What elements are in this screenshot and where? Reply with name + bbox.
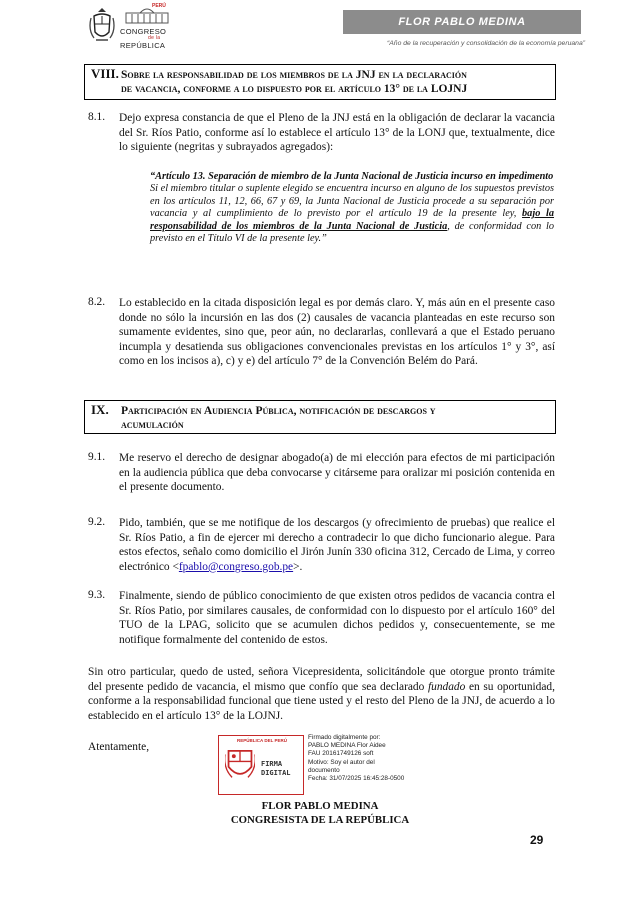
closing-emphasis: fundado [427, 680, 466, 693]
paragraph-8-1-number: 8.1. [88, 111, 106, 123]
coat-of-arms-icon [88, 6, 116, 46]
email-link[interactable]: fpablo@congreso.gob.pe [178, 560, 294, 573]
year-motto: “Año de la recuperación y consolidación de la economía peruana” [387, 40, 585, 47]
closing-paragraph [88, 665, 555, 723]
paragraph-9-2-text-a: Pido, también, que se me notifique de los descargos (y ofrecimiento de pruebas) que realice el Sr. Ríos Patio, a fin de ejercer mi derecho a contradecir lo que dicho funcionario alegue. Para estos efectos, señalo como domicilio el Jirón Junín 330 oficina 312, Cercado de Lima, y correo electrónico < [119, 517, 555, 573]
signature-info-6: Fecha: 31/07/2025 16:45:28-0500 [308, 775, 405, 783]
digital-signature-stamp [218, 735, 304, 795]
section-9-title-line-1: Participación en Audiencia Pública, notificación de descargos y [121, 405, 436, 417]
stamp-label-firma: FIRMA [261, 760, 283, 768]
section-8-title-line-1: Sobre la responsabilidad de los miembros de la JNJ en la declaración [121, 69, 467, 81]
quote-body-underlined: bajo la responsabilidad de los miembros de la Junta Nacional de Justicia [150, 208, 555, 232]
page-number: 29 [530, 833, 544, 847]
signature-info-3: FAU 20161749126 soft [308, 750, 374, 758]
section-9-heading [84, 400, 556, 434]
section-9-title-line-2: acumulación [121, 419, 184, 431]
signature-info-4: Motivo: Soy el autor del [308, 758, 375, 766]
paragraph-8-1: Dejo expresa constancia de que el Pleno de la JNJ está en la obligación de declarar la vacancia del Sr. Ríos Patio, conforme así lo establece el artículo 13° de la LONJ que, textualmente, dice lo siguiente (negritas y subrayados agregados): [119, 112, 555, 154]
quote-body-a: Si el miembro titular o suplente elegido se encuentra incurso en alguno de los supuestos previstos en los artículos 11, 12, 66, 67 y 69, la Junta Nacional de Justicia procede a su separación por vacancia y al cumplimiento de lo previsto por el artículo 19 de la presente ley, [150, 183, 554, 220]
signature-info-5: documento [308, 766, 340, 774]
signature-info-2: PABLO MEDINA Flor Aidee [308, 742, 386, 750]
paragraph-9-2 [119, 516, 555, 574]
signer-role: CONGRESISTA DE LA REPÚBLICA [230, 813, 410, 826]
section-9-number: IX. [91, 402, 109, 417]
logo-peru-tag: PERÚ [152, 3, 166, 9]
congress-logo-text [120, 27, 166, 50]
paragraph-9-1-number: 9.1. [88, 451, 106, 463]
closing-text-a: Sin otro particular, quedo de usted, señora Vicepresidenta, solicitándole que otorgue pronto trámite del presente pedido de vacancia, el mismo que confío que sea declarado [88, 666, 555, 693]
section-8-heading [84, 64, 556, 100]
stamp-label-digital: DIGITAL [261, 769, 291, 777]
quote-body-b: , de conformidad con lo previsto en el Título VI de la presente ley.” [150, 220, 555, 245]
logo-line-2: REPÚBLICA [120, 41, 166, 50]
paragraph-9-3-number: 9.3. [88, 589, 106, 601]
peru-shield-icon [225, 746, 255, 784]
signature-details [308, 734, 404, 783]
law-quote [150, 171, 554, 245]
stamp-top-text: REPÚBLICA DEL PERÚ [236, 738, 287, 743]
regards: Atentamente, [88, 741, 150, 753]
section-8-title-line-2: de vacancia, conforme a lo dispuesto por el artículo 13° de la LOJNJ [121, 83, 468, 95]
paragraph-9-2-number: 9.2. [88, 516, 106, 528]
paragraph-8-2-number: 8.2. [88, 296, 106, 308]
paragraph-9-3: Finalmente, siendo de público conocimiento de que existen otros pedidos de vacancia contra el Sr. Ríos Patio, por similares causales, de conformidad con lo dispuesto por el artículo 160° del TUO de la LPAG, solicito que se acumulen dichos pedidos y, consecuentemente, se me notifique formalmente del contenido de estos. [119, 590, 555, 646]
signer-name: FLOR PABLO MEDINA [261, 800, 379, 812]
logo-de: de la [148, 35, 161, 41]
section-8-number: VIII. [91, 66, 119, 81]
stamp-label [261, 760, 291, 778]
paragraph-9-1: Me reservo el derecho de designar abogado(a) de mi elección para efectos de mi participación en la audiencia pública que deba convocarse y citárseme para oralizar mi posición contenida en el presente documento. [119, 452, 555, 494]
quote-title: “Artículo 13. Separación de miembro de la Junta Nacional de Justicia incurso en impedimento [150, 171, 554, 182]
author-name-bar: FLOR PABLO MEDINA [343, 10, 581, 34]
closing-text-b: en su oportunidad, conforme a la responsabilidad funcional que tiene usted y el resto del Pleno de la JNJ, de acuerdo a lo establecido en el artículo 13° de la LOJNJ. [88, 680, 555, 722]
logo-line-1: CONGRESO [120, 27, 167, 36]
paragraph-8-2: Lo establecido en la citada disposición legal es por demás claro. Y, más aún en el presente caso donde no sólo la incursión en las dos (2) causales de vacancia planteadas en este recurso son sumamente evidentes, sino que, peor aún, no declararlas, conllevará a que el Estado peruano incumpla y desatienda sus obligaciones convencionales previstas en los artículos 1° y 3°, así como en los incisos a), c) y e) del artículo 7° de la Convención Belém do Pará. [119, 297, 555, 368]
signer-block [200, 800, 440, 827]
paragraph-9-2-text-b: >. [293, 560, 303, 573]
signature-info-1: Firmado digitalmente por: [308, 734, 381, 741]
